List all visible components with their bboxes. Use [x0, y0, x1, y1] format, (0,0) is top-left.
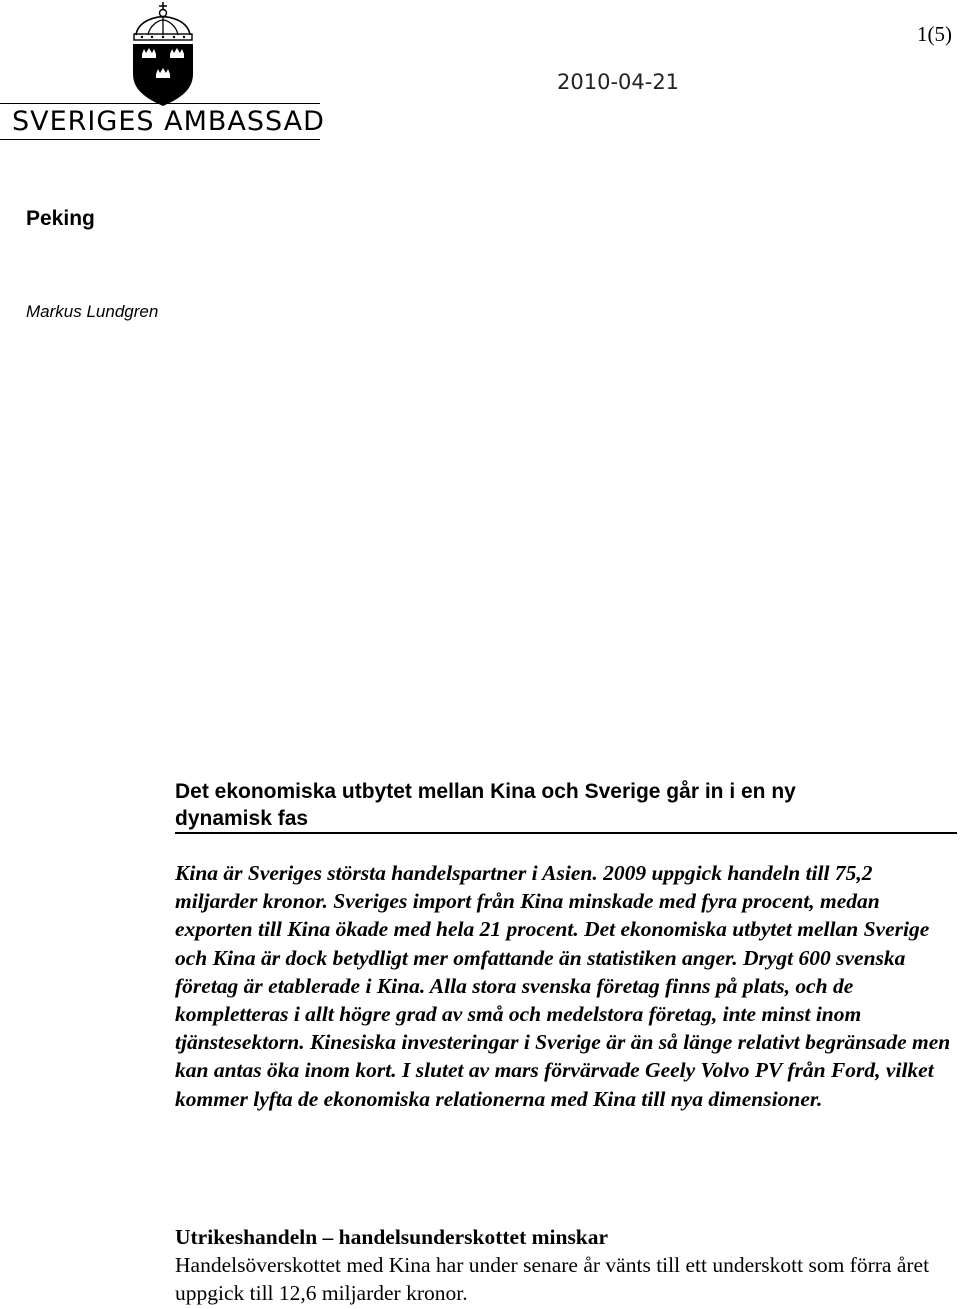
section-paragraph: Handelsöverskottet med Kina har under senare år vänts till ett underskott som förra året uppgick till 12,6 miljarder kronor. — [175, 1253, 930, 1305]
sender-office: Peking — [26, 207, 95, 230]
section-heading: Utrikeshandeln – handelsunderskottet minskar — [175, 1225, 609, 1249]
sender-organisation-logo-text: SVERIGES AMBASSAD — [12, 106, 325, 137]
article-headline: Det ekonomiska utbytet mellan Kina och Sverige går in i en ny dynamisk fas — [175, 780, 796, 830]
page-number: 1(5) — [917, 22, 952, 46]
author-name: Markus Lundgren — [26, 302, 159, 321]
swedish-coat-of-arms-icon — [128, 2, 198, 108]
document-date: 2010-04-21 — [557, 70, 680, 94]
logo-bottom-rule — [0, 139, 320, 140]
lead-paragraph: Kina är Sveriges största handelspartner i Asien. 2009 uppgick handeln till 75,2 miljarder kronor. Sveriges import från Kina minskade med fyra procent, medan exporten till Kina ökade med hela 21 procent. Det ekonomiska utbytet mellan Sverige och Kina är dock betydligt mer omfattande än statistiken anger. Drygt 600 svenska företag är etablerade i Kina. Alla stora svenska företag finns på plats, och de kompletteras i allt högre grad av små och medelstora företag, inte minst inom tjänstesektorn. Kinesiska investeringar i Sverige är än så länge relativt begränsade men kan antas öka inom kort. I slutet av mars förvärvade Geely Volvo PV från Ford, vilket kommer lyfta de ekonomiska relationerna med Kina till nya dimensioner. — [175, 861, 951, 1111]
headline-underline — [175, 832, 957, 834]
